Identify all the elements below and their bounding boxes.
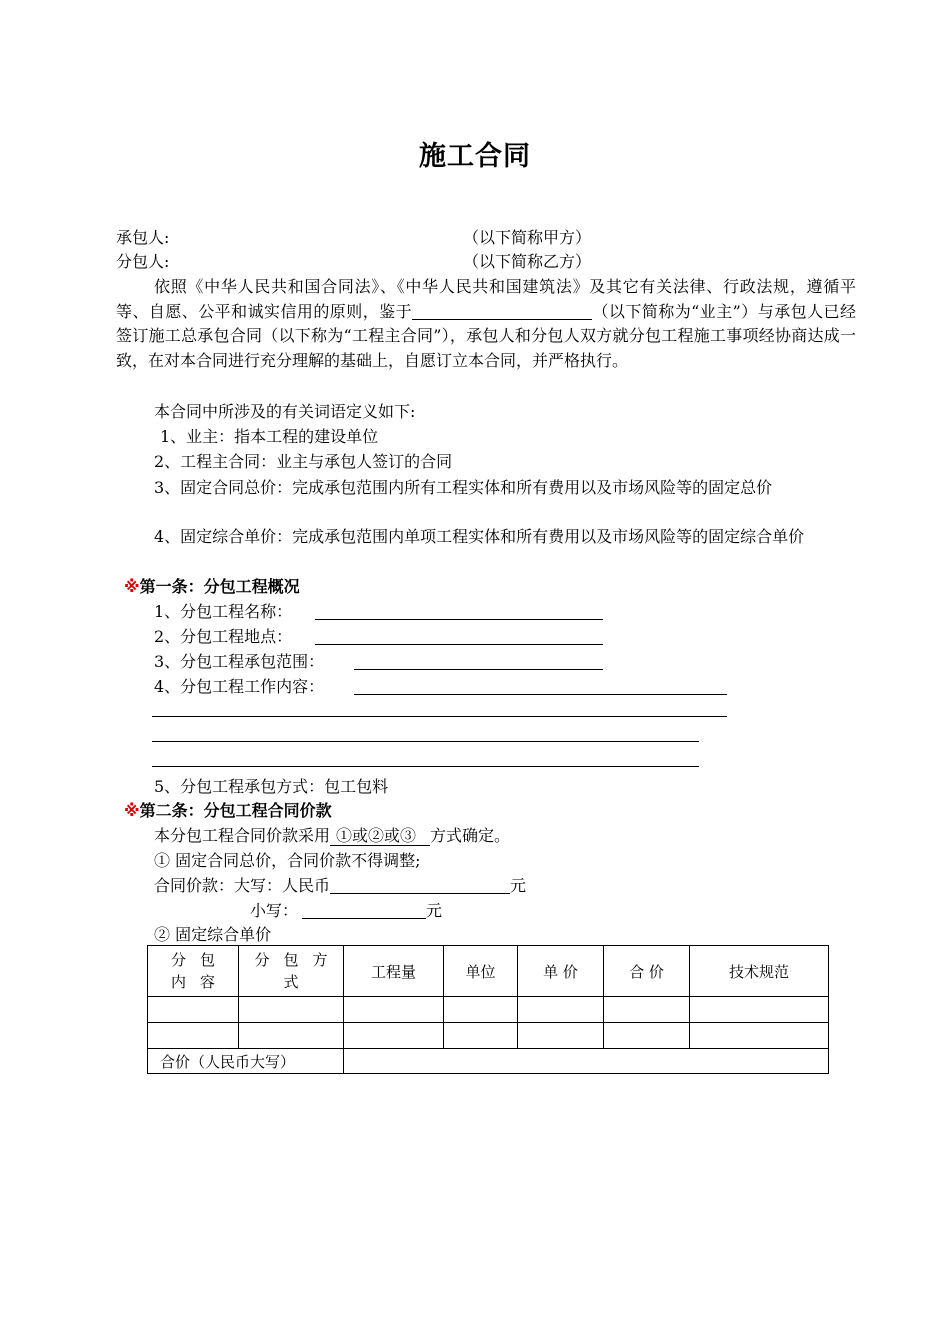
work-content-blank-1[interactable] [354,694,727,695]
header-total-price: 合 价 [629,962,664,981]
header-cell [344,946,444,997]
amount-unit: 元 [510,876,527,895]
preamble-part1: 依照《中华人民共和国合同法》、《中华人民共和国建筑法》及其它有关法律、行政法规，遵循平等、自愿、公平和诚实信用的原则，鉴于 [116,277,856,321]
project-name-blank[interactable] [315,619,603,620]
price-method-value[interactable]: ①或②或③ [330,827,430,846]
unit-price-table [147,945,829,1074]
amount-small-line [250,901,442,921]
preamble-paragraph [116,275,856,373]
definition-item-4: 4、固定综合单价：完成承包范围内单项工程实体和所有费用以及市场风险等的固定综合单价 [154,527,805,546]
header-cell [239,946,344,997]
section1-mark: ※ [124,577,140,596]
contractor-note: （以下简称甲方） [463,228,592,247]
table-cell[interactable] [344,1023,444,1049]
table-cell[interactable] [148,997,239,1023]
table-cell[interactable] [344,997,444,1023]
contractor-label: 承包人: [116,228,170,247]
total-value-cell[interactable] [344,1049,829,1074]
header-cell [444,946,518,997]
work-content-blank-4[interactable] [152,766,699,767]
section2-heading [124,801,332,821]
total-label-cell [148,1049,344,1074]
amount-line [154,876,526,896]
work-content-blank-3[interactable] [152,741,699,742]
header-unit-price: 单 价 [543,962,578,981]
table-cell[interactable] [239,1023,344,1049]
section2-mark: ※ [124,801,140,820]
header-cell [518,946,604,997]
owner-blank[interactable] [412,303,592,320]
total-label: 合价（人民币大写） [160,1052,296,1071]
project-location-blank[interactable] [315,644,603,645]
amount-small-label: 小写： [250,901,299,920]
header-tech-spec: 技术规范 [728,962,789,981]
table-header-row [148,946,829,997]
section1-title: 第一条：分包工程概况 [139,577,300,596]
contract-method: 5、分包工程承包方式：包工包料 [154,777,389,796]
work-content-label: 4、分包工程工作内容： [154,677,325,696]
subcontractor-label: 分包人: [116,252,170,271]
preamble-part2: （以下简称为“业主”）与承包人已经签订施工总承包合同（以下称为“工程主合同”），承包人和分包人双方就分包工程施工事项经协商达成一致，在对本合同进行充分理解的基础上，自愿订立本合同，并严格执行。 [116,301,856,370]
header-cell [690,946,829,997]
table-total-row [148,1049,829,1074]
header-sub-content: 分包内容 [170,951,229,991]
price-method-suffix: 方式确定。 [430,826,511,845]
table-cell[interactable] [518,997,604,1023]
work-content-blank-2[interactable] [152,716,727,717]
amount-small-unit: 元 [426,901,443,920]
table-row [148,1023,829,1049]
option1-text: ① 固定合同总价，合同价款不得调整; [154,851,421,870]
table-cell[interactable] [148,1023,239,1049]
document-title: 施工合同 [419,141,531,172]
subcontractor-note: （以下简称乙方） [463,252,592,271]
definitions-intro: 本合同中所涉及的有关词语定义如下: [154,402,416,421]
amount-words-blank[interactable] [330,877,510,894]
project-location-label: 2、分包工程地点： [154,627,293,646]
table-cell[interactable] [444,997,518,1023]
table-cell[interactable] [444,1023,518,1049]
project-scope-blank[interactable] [354,669,603,670]
table-cell[interactable] [518,1023,604,1049]
table-cell[interactable] [690,1023,829,1049]
section2-title: 第二条：分包工程合同价款 [139,801,332,820]
table-cell[interactable] [604,997,690,1023]
section1-heading [124,577,300,597]
header-sub-method: 分包方式 [254,951,342,991]
header-quantity: 工程量 [370,962,416,981]
definition-item-2: 2、工程主合同：业主与承包人签订的合同 [154,452,453,471]
table-cell[interactable] [690,997,829,1023]
project-scope-label: 3、分包工程承包范围： [154,652,325,671]
header-cell [604,946,690,997]
table-cell[interactable] [239,997,344,1023]
header-cell [148,946,239,997]
project-name-label: 1、分包工程名称： [154,602,293,621]
amount-label: 合同价款：大写：人民币 [154,876,331,895]
table-cell[interactable] [604,1023,690,1049]
price-method-line [154,826,510,846]
amount-figures-blank[interactable] [302,902,426,919]
definition-item-3: 3、固定合同总价：完成承包范围内所有工程实体和所有费用以及市场风险等的固定总价 [154,478,773,497]
price-method-prefix: 本分包工程合同价款采用 [154,826,331,845]
table-row [148,997,829,1023]
definition-item-1: 1、业主：指本工程的建设单位 [160,427,379,446]
header-unit: 单位 [465,962,496,981]
option2-text: ② 固定综合单价 [154,925,272,944]
